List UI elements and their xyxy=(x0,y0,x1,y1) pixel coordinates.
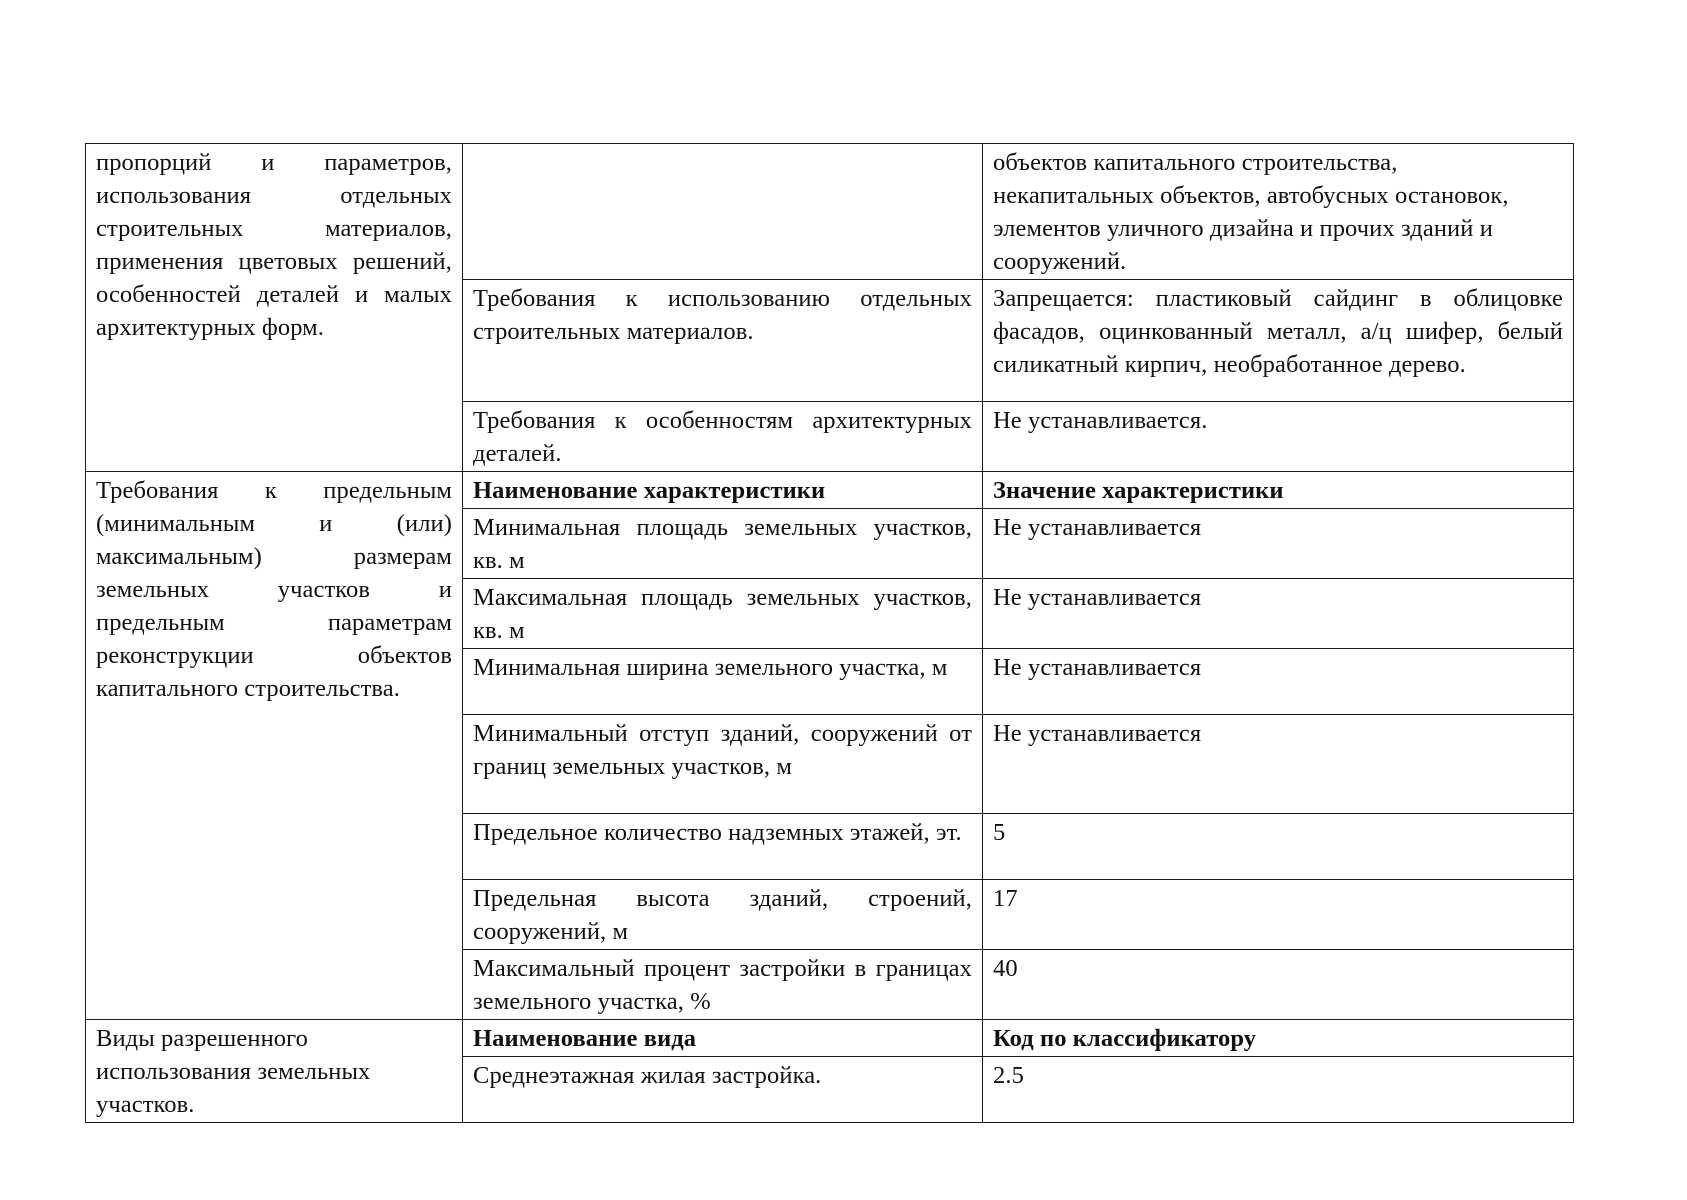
characteristic-value: 40 xyxy=(983,950,1574,1020)
characteristic-value: 17 xyxy=(983,880,1574,950)
characteristic-name: Минимальная ширина земельного участка, м xyxy=(463,649,983,715)
column-header-name: Наименование вида xyxy=(463,1020,983,1057)
column-header-value: Значение характеристики xyxy=(983,472,1574,509)
characteristic-value: Не устанавливается xyxy=(983,649,1574,715)
section-1-label: пропорций и параметров, использования отдельных строительных материалов, применения цветовых решений, особенностей деталей и малых архитектурных форм. xyxy=(86,144,463,472)
regulations-table xyxy=(85,143,1574,1123)
characteristic-value: Запрещается: пластиковый сайдинг в облицовке фасадов, оцинкованный металл, а/ц шифер, белый силикатный кирпич, необработанное дерево. xyxy=(983,280,1574,402)
characteristic-name: Минимальный отступ зданий, сооружений от границ земельных участков, м xyxy=(463,715,983,814)
table-row xyxy=(86,144,1574,280)
characteristic-value: Не устанавливается xyxy=(983,715,1574,814)
table-header-row xyxy=(86,472,1574,509)
characteristic-name: Максимальный процент застройки в границах земельного участка, % xyxy=(463,950,983,1020)
land-use-name: Среднеэтажная жилая застройка. xyxy=(463,1057,983,1123)
section-2-label: Требования к предельным (минимальным и (или) максимальным) размерам земельных участков и предельным параметрам реконструкции объектов капитального строительства. xyxy=(86,472,463,1020)
characteristic-name xyxy=(463,144,983,280)
table-header-row xyxy=(86,1020,1574,1057)
characteristic-name: Требования к использованию отдельных строительных материалов. xyxy=(463,280,983,402)
characteristic-name: Требования к особенностям архитектурных деталей. xyxy=(463,402,983,472)
section-3-label: Виды разрешенного использования земельных участков. xyxy=(86,1020,463,1123)
land-use-code: 2.5 xyxy=(983,1057,1574,1123)
characteristic-value: 5 xyxy=(983,814,1574,880)
characteristic-name: Предельное количество надземных этажей, эт. xyxy=(463,814,983,880)
characteristic-value: Не устанавливается. xyxy=(983,402,1574,472)
column-header-value: Код по классификатору xyxy=(983,1020,1574,1057)
characteristic-value: Не устанавливается xyxy=(983,579,1574,649)
column-header-name: Наименование характеристики xyxy=(463,472,983,509)
characteristic-name: Максимальная площадь земельных участков, кв. м xyxy=(463,579,983,649)
characteristic-value: объектов капитального строительства, некапитальных объектов, автобусных остановок, элементов уличного дизайна и прочих зданий и сооружений. xyxy=(983,144,1574,280)
characteristic-name: Предельная высота зданий, строений, сооружений, м xyxy=(463,880,983,950)
characteristic-value: Не устанавливается xyxy=(983,509,1574,579)
characteristic-name: Минимальная площадь земельных участков, кв. м xyxy=(463,509,983,579)
